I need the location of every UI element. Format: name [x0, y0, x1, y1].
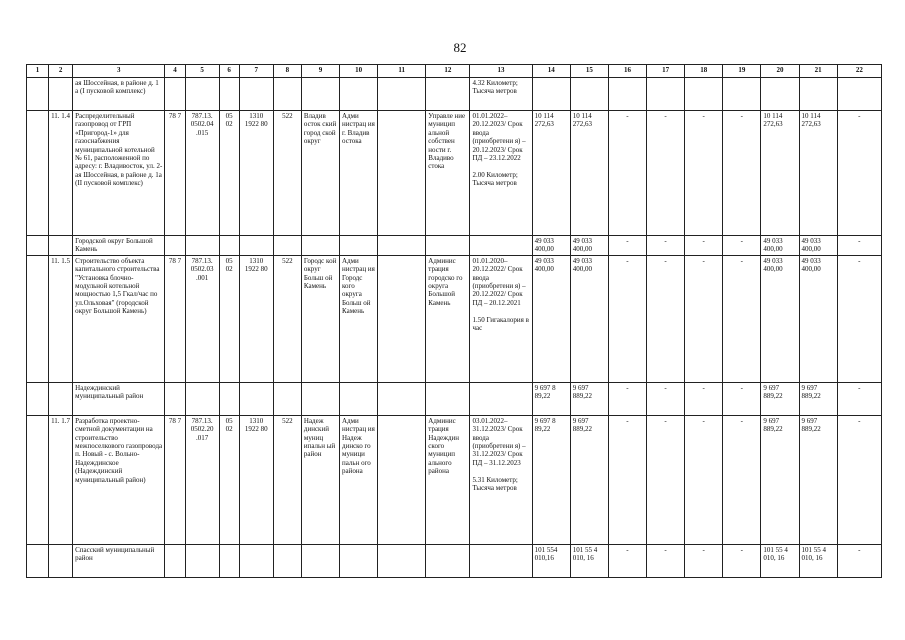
table-cell: - — [647, 382, 685, 415]
table-cell — [470, 382, 532, 415]
table-cell: 9 697 889,22 — [570, 382, 608, 415]
table-cell — [301, 236, 339, 256]
table-cell — [27, 415, 49, 544]
table-cell — [426, 236, 470, 256]
table-cell: - — [723, 415, 761, 544]
table-cell — [340, 236, 378, 256]
table-cell — [165, 78, 185, 111]
table-cell — [301, 544, 339, 577]
table-cell: - — [608, 382, 646, 415]
table-cell: - — [647, 415, 685, 544]
table-cell: Городской округ Большой Камень — [73, 236, 165, 256]
table-cell — [27, 111, 49, 236]
column-header: 13 — [470, 65, 532, 78]
table-cell: 787.13. 0502.03 .001 — [185, 255, 219, 382]
table-cell — [301, 78, 339, 111]
table-cell — [378, 255, 426, 382]
table-cell — [608, 78, 646, 111]
table-cell — [378, 78, 426, 111]
table-cell: - — [685, 111, 723, 236]
column-header: 4 — [165, 65, 185, 78]
table-cell — [647, 78, 685, 111]
table-cell — [49, 236, 73, 256]
table-cell: 01.01.2022– 20.12.2023/ Срок ввода (приобретени я) – 20.12.2023/ Срок ПД – 23.12.2022 2.00 Километр; Тысяча метров — [470, 111, 532, 236]
table-cell: 9 697 889,22 — [570, 415, 608, 544]
table-row — [27, 415, 882, 544]
table-cell: 9 697 889,22 — [761, 382, 799, 415]
table-cell — [239, 236, 273, 256]
table-header-row — [27, 65, 882, 78]
table-cell — [340, 382, 378, 415]
table-cell: Строительство объекта капитального строительства "Установка блочно-модульной котельной мощностью 1,5 Гкал/час по ул.Ольховая" (городской округ Большой Камень) — [73, 255, 165, 382]
table-cell: 9 697 8 89,22 — [532, 415, 570, 544]
table-cell: - — [723, 236, 761, 256]
table-cell: 10 114 272,63 — [570, 111, 608, 236]
table-cell — [685, 78, 723, 111]
table-cell: 9 697 889,22 — [799, 415, 837, 544]
table-cell: 10 114 272,63 — [761, 111, 799, 236]
table-cell — [165, 382, 185, 415]
table-cell — [723, 78, 761, 111]
table-cell: - — [837, 544, 881, 577]
table-cell: 78 7 — [165, 255, 185, 382]
table-cell — [378, 382, 426, 415]
table-cell — [301, 382, 339, 415]
column-header: 9 — [301, 65, 339, 78]
table-cell — [426, 382, 470, 415]
table-cell: - — [685, 415, 723, 544]
table-cell: 787.13. 0502.20 .017 — [185, 415, 219, 544]
table-cell: Адми нистрац ия Надеж динско го муници пальн ого района — [340, 415, 378, 544]
table-cell — [470, 544, 532, 577]
table-cell: 01.01.2020– 20.12.2022/ Срок ввода (приобретени я) – 20.12.2022/ Срок ПД – 20.12.2021 1.50 Гигакалория в час — [470, 255, 532, 382]
column-header: 14 — [532, 65, 570, 78]
table-cell: 78 7 — [165, 111, 185, 236]
table-cell: 49 033 400,00 — [761, 255, 799, 382]
column-header: 8 — [273, 65, 301, 78]
table-cell — [761, 78, 799, 111]
table-cell: 49 033 400,00 — [799, 236, 837, 256]
table-cell: - — [647, 236, 685, 256]
table-cell: Надеждинский муниципальный район — [73, 382, 165, 415]
table-cell — [273, 382, 301, 415]
table-cell — [49, 544, 73, 577]
column-header: 17 — [647, 65, 685, 78]
table-cell: Админис трация городско го округа Большой Камень — [426, 255, 470, 382]
table-row — [27, 255, 882, 382]
table-cell: Надеж динский муниц ипальн ый район — [301, 415, 339, 544]
table-cell: 11. 1.5 — [49, 255, 73, 382]
column-header: 22 — [837, 65, 881, 78]
table-cell — [27, 382, 49, 415]
table-cell: - — [647, 544, 685, 577]
table-cell: Управле ние муницип альной собствен ности г. Владиво стока — [426, 111, 470, 236]
table-cell — [27, 255, 49, 382]
table-cell — [185, 544, 219, 577]
table-cell — [185, 382, 219, 415]
table-cell — [273, 236, 301, 256]
table-cell: 10 114 272,63 — [799, 111, 837, 236]
table-row — [27, 382, 882, 415]
table-cell — [49, 78, 73, 111]
table-cell: - — [723, 382, 761, 415]
table-cell: - — [685, 544, 723, 577]
table-cell: - — [608, 236, 646, 256]
table-cell — [27, 78, 49, 111]
table-cell: 49 033 400,00 — [570, 255, 608, 382]
table-cell: 49 033 400,00 — [532, 255, 570, 382]
table-row — [27, 78, 882, 111]
column-header: 19 — [723, 65, 761, 78]
table-cell: - — [837, 415, 881, 544]
table-cell — [426, 544, 470, 577]
table-cell — [273, 544, 301, 577]
table-cell: 05 02 — [219, 255, 239, 382]
column-header: 16 — [608, 65, 646, 78]
table-cell: - — [647, 255, 685, 382]
column-header: 2 — [49, 65, 73, 78]
table-cell: - — [837, 255, 881, 382]
table-cell: - — [723, 111, 761, 236]
table-cell: 10 114 272,63 — [532, 111, 570, 236]
table-cell: 101 554 010,16 — [532, 544, 570, 577]
table-cell: Разработка проектно-сметной документации на строительство межпоселкового газопровода п. Новый - с. Вольно-Надеждинское (Надеждинский муниципальный район) — [73, 415, 165, 544]
table-cell: - — [723, 255, 761, 382]
table-cell — [340, 78, 378, 111]
table-cell: 49 033 400,00 — [799, 255, 837, 382]
table-cell: - — [608, 111, 646, 236]
table-cell — [49, 382, 73, 415]
table-cell: 11. 1.4 — [49, 111, 73, 236]
table-cell: - — [837, 111, 881, 236]
table-cell: 49 033 400,00 — [570, 236, 608, 256]
table-cell — [165, 544, 185, 577]
table-cell: - — [837, 236, 881, 256]
column-header: 1 — [27, 65, 49, 78]
table-cell: - — [608, 415, 646, 544]
table-cell: 101 55 4 010, 16 — [761, 544, 799, 577]
table-cell — [378, 415, 426, 544]
table-row — [27, 111, 882, 236]
table-cell: 78 7 — [165, 415, 185, 544]
table-cell: Распределительный газопровод от ГРП «Пригород-1» для газоснабжения муниципальной котельной № 61, расположенной по адресу: г. Владивосток, ул. 2-ая Шоссейная, в районе д. 1а (II пусковой комплекс) — [73, 111, 165, 236]
table-cell: - — [685, 236, 723, 256]
table-cell: 522 — [273, 255, 301, 382]
table-cell — [185, 78, 219, 111]
table-cell — [27, 544, 49, 577]
table-cell: 1310 1922 80 — [239, 111, 273, 236]
table-cell: Адми нистрац ия г. Владив остока — [340, 111, 378, 236]
table-cell — [378, 111, 426, 236]
table-cell: - — [685, 255, 723, 382]
table-cell — [378, 236, 426, 256]
table-cell: - — [647, 111, 685, 236]
table-cell — [219, 382, 239, 415]
table-cell — [570, 78, 608, 111]
column-header: 5 — [185, 65, 219, 78]
table-cell — [219, 236, 239, 256]
column-header: 3 — [73, 65, 165, 78]
table-cell: 9 697 889,22 — [799, 382, 837, 415]
table-cell: 1310 1922 80 — [239, 415, 273, 544]
table-cell: 03.01.2022– 31.12.2023/ Срок ввода (приобретени я) – 31.12.2023/ Срок ПД – 31.12.2023 5.31 Километр; Тысяча метров — [470, 415, 532, 544]
table-cell — [340, 544, 378, 577]
table-cell — [239, 544, 273, 577]
table-cell: 05 02 — [219, 111, 239, 236]
column-header: 15 — [570, 65, 608, 78]
column-header: 6 — [219, 65, 239, 78]
table-cell — [239, 382, 273, 415]
table-cell: Адми нистрац ия Городс кого округа Больш ой Камень — [340, 255, 378, 382]
table-cell: Владив осток ский город ской округ — [301, 111, 339, 236]
table-cell: - — [608, 544, 646, 577]
table-cell: 522 — [273, 111, 301, 236]
table-cell: - — [837, 382, 881, 415]
table-cell: 05 02 — [219, 415, 239, 544]
table-cell: 4.32 Километр; Тысяча метров — [470, 78, 532, 111]
column-header: 12 — [426, 65, 470, 78]
page-number: 82 — [453, 40, 467, 55]
table-cell: 49 033 400,00 — [532, 236, 570, 256]
table-cell — [470, 236, 532, 256]
column-header: 18 — [685, 65, 723, 78]
table-cell — [239, 78, 273, 111]
table-row — [27, 236, 882, 256]
table-cell — [799, 78, 837, 111]
table-cell: Админис трация Надеждин ского муницип ального района — [426, 415, 470, 544]
table-cell — [378, 544, 426, 577]
column-header: 21 — [799, 65, 837, 78]
table-cell: 522 — [273, 415, 301, 544]
table-cell: 1310 1922 80 — [239, 255, 273, 382]
column-header: 11 — [378, 65, 426, 78]
table-cell: 49 033 400,00 — [761, 236, 799, 256]
table-cell — [219, 544, 239, 577]
table-cell: 9 697 8 89,22 — [532, 382, 570, 415]
table-cell: Городс кой округ Больш ой Камень — [301, 255, 339, 382]
table-cell — [426, 78, 470, 111]
table-cell — [165, 236, 185, 256]
table-cell: 101 55 4 010, 16 — [799, 544, 837, 577]
table-cell — [219, 78, 239, 111]
table-cell — [273, 78, 301, 111]
table-cell — [532, 78, 570, 111]
table-cell: - — [723, 544, 761, 577]
column-header: 10 — [340, 65, 378, 78]
table-cell — [27, 236, 49, 256]
table-cell: 101 55 4 010, 16 — [570, 544, 608, 577]
table-cell: Спасский муниципальный район — [73, 544, 165, 577]
investment-table — [26, 64, 882, 578]
table-cell: 787.13. 0502.04 .015 — [185, 111, 219, 236]
column-header: 20 — [761, 65, 799, 78]
table-cell: 9 697 889,22 — [761, 415, 799, 544]
table-cell: ая Шоссейная, в районе д. 1 а (I пусковой комплекс) — [73, 78, 165, 111]
table-cell: 11. 1.7 — [49, 415, 73, 544]
table-cell: - — [685, 382, 723, 415]
column-header: 7 — [239, 65, 273, 78]
table-row — [27, 544, 882, 577]
table-cell — [185, 236, 219, 256]
table-cell — [837, 78, 881, 111]
table-cell: - — [608, 255, 646, 382]
